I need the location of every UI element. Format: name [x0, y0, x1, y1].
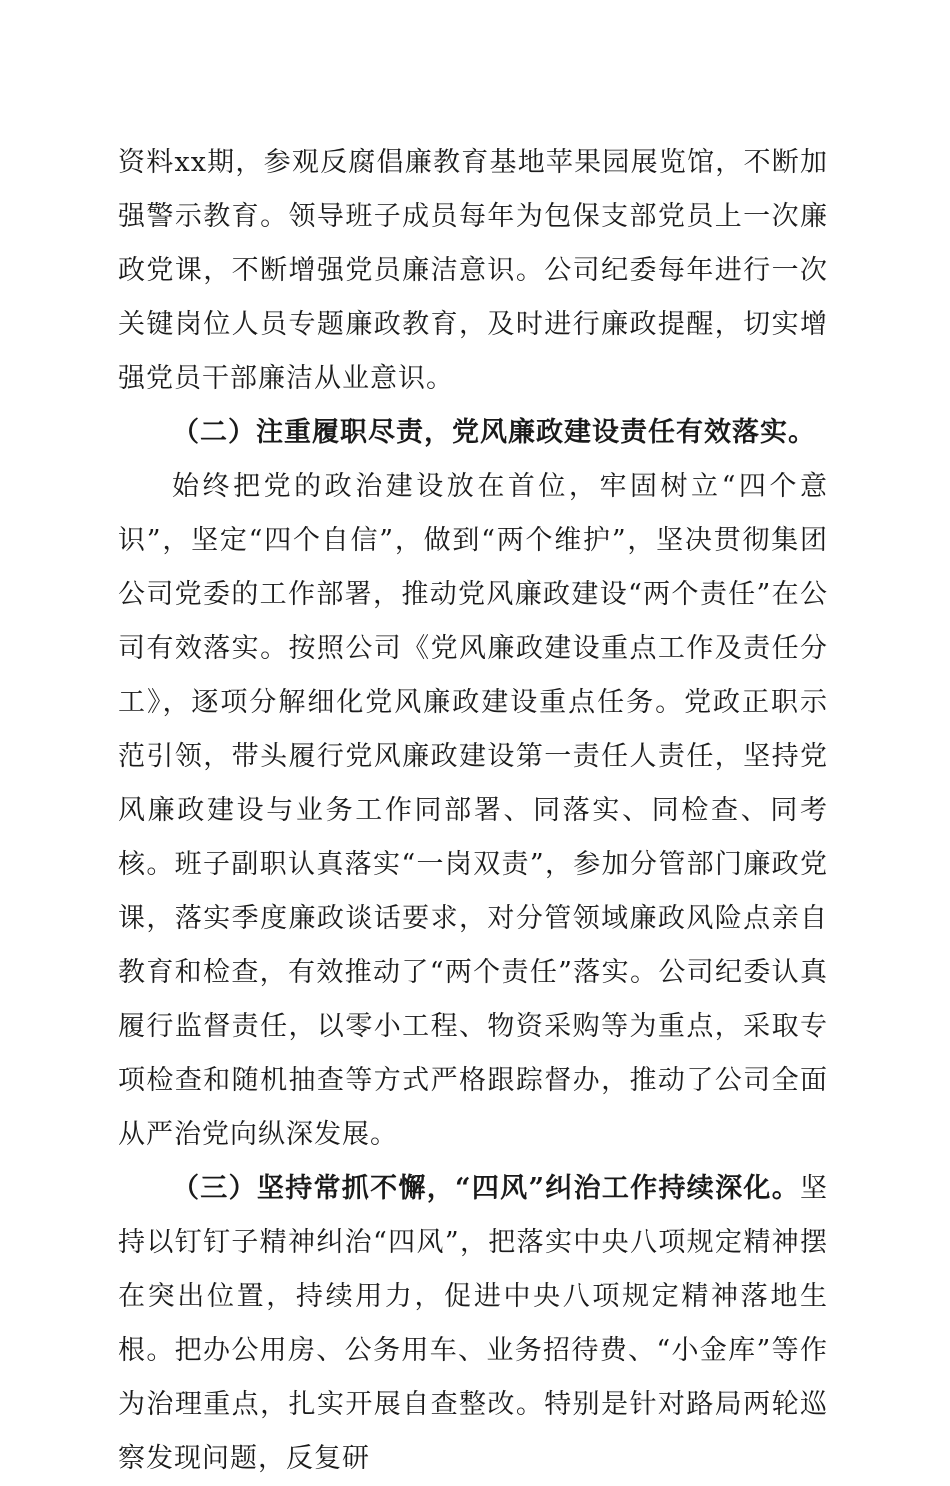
section-heading-2: （二）注重履职尽责，党风廉政建设责任有效落实。: [172, 417, 816, 448]
paragraph-continuation: 资料xx期，参观反腐倡廉教育基地苹果园展览馆，不断加强警示教育。领导班子成员每年为包保支部党员上一次廉政党课，不断增强党员廉洁意识。公司纪委每年进行一次关键岗位人员专题廉政教育，及时进行廉政提醒，切实增强党员干部廉洁从业意识。: [118, 147, 828, 394]
document-body: [118, 136, 828, 1486]
paragraph-section-3: [118, 1162, 828, 1486]
section-heading-3: （三）坚持常抓不懈，“四风”纠治工作持续深化。: [172, 1173, 800, 1204]
paragraph-section-2: 始终把党的政治建设放在首位，牢固树立“四个意识”，坚定“四个自信”，做到“两个维护”，坚决贯彻集团公司党委的工作部署，推动党风廉政建设“两个责任”在公司有效落实。按照公司《党风廉政建设重点工作及责任分工》，逐项分解细化党风廉政建设重点任务。党政正职示范引领，带头履行党风廉政建设第一责任人责任，坚持党风廉政建设与业务工作同部署、同落实、同检查、同考核。班子副职认真落实“一岗双责”，参加分管部门廉政党课，落实季度廉政谈话要求，对分管领域廉政风险点亲自教育和检查，有效推动了“两个责任”落实。公司纪委认真履行监督责任，以零小工程、物资采购等为重点，采取专项检查和随机抽查等方式严格跟踪督办，推动了公司全面从严治党向纵深发展。: [118, 471, 828, 1150]
section-3-body: 坚持以钉钉子精神纠治“四风”，把落实中央八项规定精神摆在突出位置，持续用力，促进中央八项规定精神落地生根。把办公用房、公务用车、业务招待费、“小金库”等作为治理重点，扎实开展自查整改。特别是针对路局两轮巡察发现问题，反复研: [118, 1173, 828, 1474]
